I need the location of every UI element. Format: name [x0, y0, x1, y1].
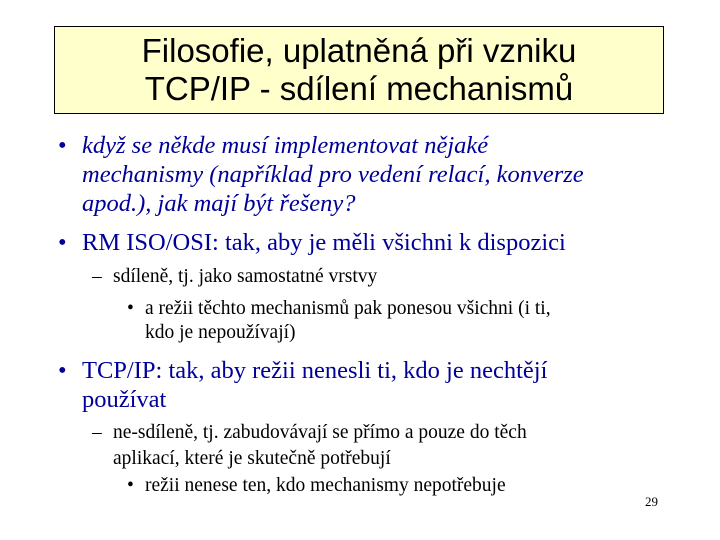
slide-title-line-2: TCP/IP - sdílení mechanismů — [144, 70, 574, 107]
dash-marker: – — [92, 266, 102, 287]
dash-marker: – — [92, 422, 102, 443]
bullet-2-line-1: RM ISO/OSI: tak, aby je měli všichni k dispozici — [82, 229, 566, 256]
sub-bullet-3-1-line-1: ne-sdíleně, tj. zabudovávají se přímo a pouze do těch — [113, 422, 527, 443]
bullet-1-line-3: apod.), jak mají být řešeny? — [82, 190, 356, 217]
sub-sub-bullet-2-1-1-line-2: kdo je nepoužívají) — [145, 322, 296, 343]
bullet-3-line-2: používat — [82, 386, 167, 413]
sub-sub-bullet-2-1-1-line-1: a režii těchto mechanismů pak ponesou všichni (i ti, — [145, 298, 551, 319]
page-number: 29 — [645, 494, 658, 509]
slide-title-line-1: Filosofie, uplatněná při vzniku — [141, 32, 577, 69]
sub-bullet-2-1-line-1: sdíleně, tj. jako samostatné vrstvy — [113, 266, 378, 287]
slide-title-box — [54, 26, 664, 114]
bullet-1-line-2: mechanismy (například pro vedení relací, konverze — [82, 161, 584, 188]
bullet-1-line-1: když se někde musí implementovat nějaké — [82, 132, 489, 159]
bullet-marker: • — [58, 132, 67, 159]
bullet-marker: • — [58, 357, 67, 384]
bullet-marker: • — [127, 475, 134, 496]
bullet-marker: • — [58, 229, 67, 256]
bullet-3-line-1: TCP/IP: tak, aby režii nenesli ti, kdo je nechtějí — [82, 357, 548, 384]
bullet-marker: • — [127, 298, 134, 319]
sub-sub-bullet-3-1-1-line-1: režii nenese ten, kdo mechanismy nepotřebuje — [145, 475, 506, 496]
sub-bullet-3-1-line-2: aplikací, které je skutečně potřebují — [113, 448, 391, 469]
